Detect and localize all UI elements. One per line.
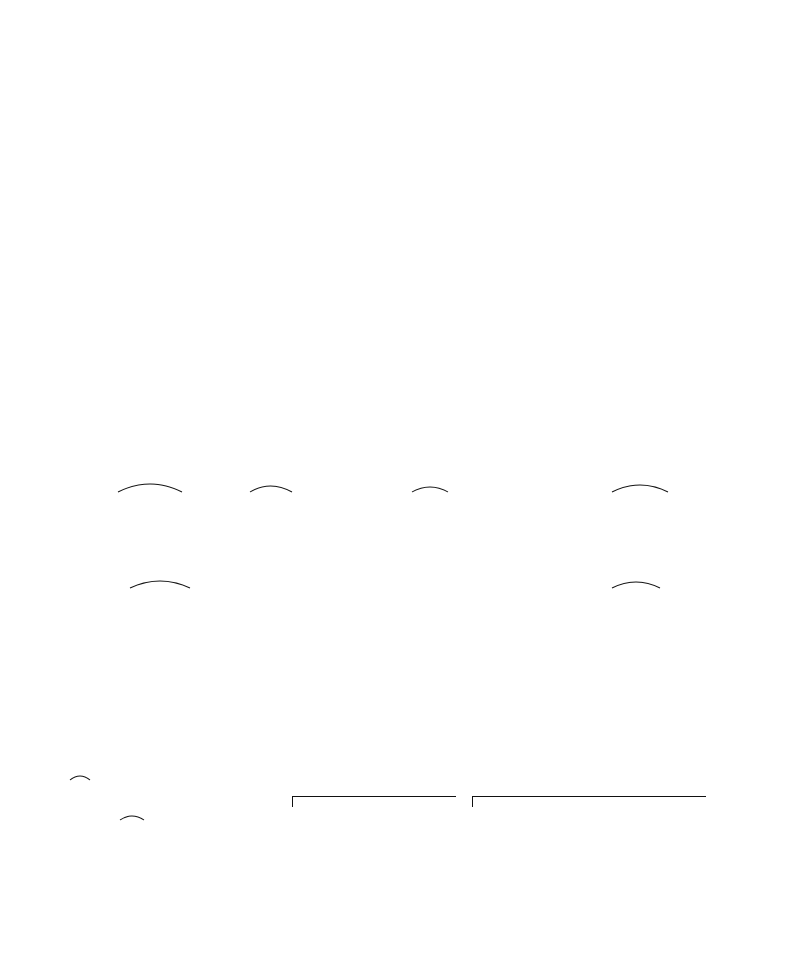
volta-second-ending <box>472 796 706 807</box>
volta-first-ending <box>292 796 456 807</box>
